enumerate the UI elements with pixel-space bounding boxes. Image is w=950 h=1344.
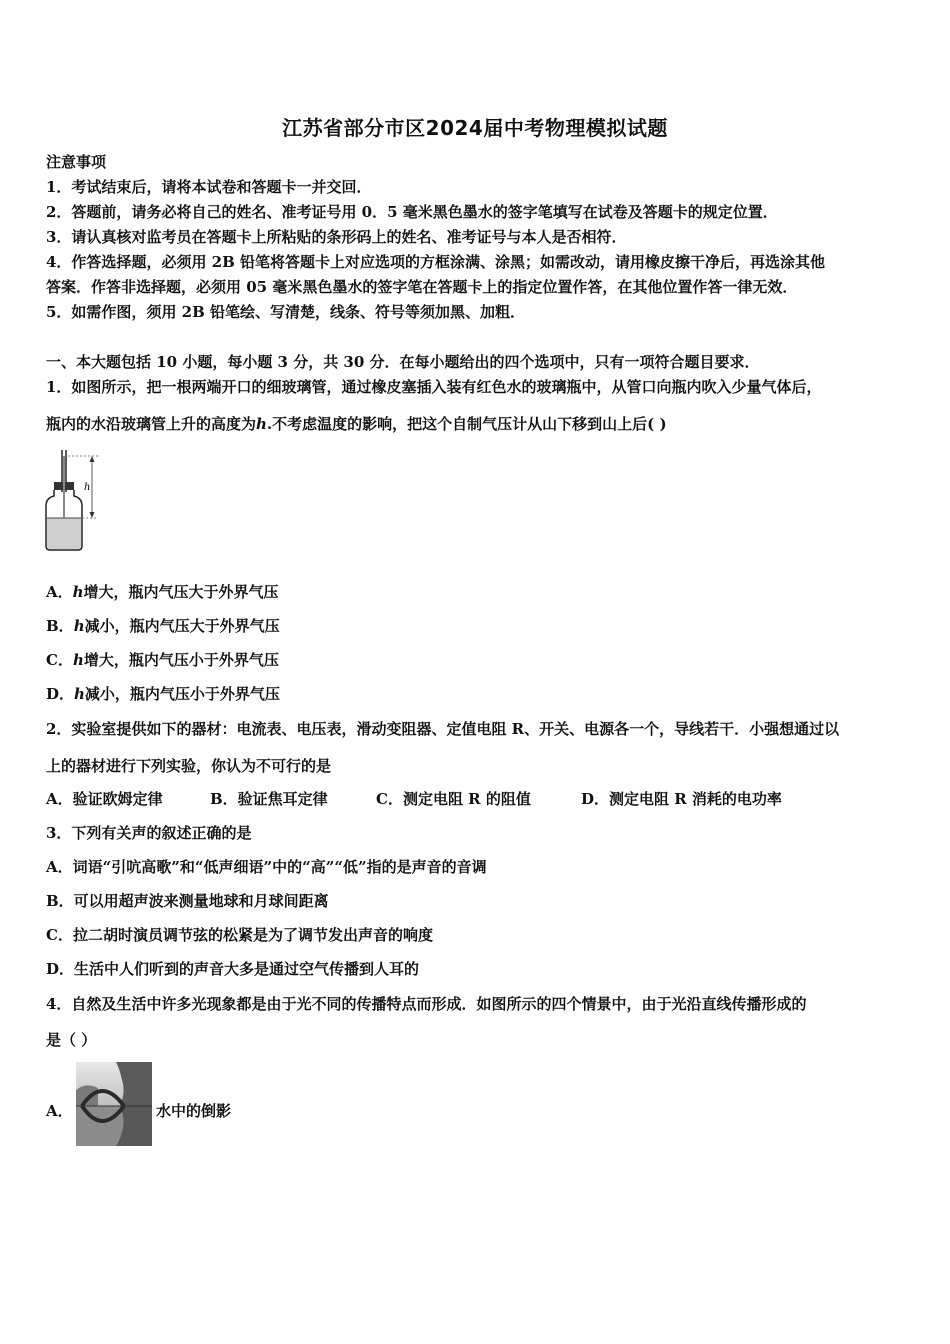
q3-stem: 3．下列有关声的叙述正确的是	[46, 824, 252, 842]
q2-stem-line2: 上的器材进行下列实验，你认为不可行的是	[46, 757, 332, 775]
q3-option-c: C．拉二胡时演员调节弦的松紧是为了调节发出声音的响度	[46, 926, 433, 944]
notice-item-3: 3．请认真核对监考员在答题卡上所粘贴的条形码上的姓名、准考证号与本人是否相符．	[46, 228, 627, 246]
q1-stem-line1: 1．如图所示，把一根两端开口的细玻璃管，通过橡皮塞插入装有红色水的玻璃瓶中，从管口向瓶内吹入少量气体后，	[46, 378, 822, 396]
barometer-figure	[40, 446, 104, 552]
q4-stem-line1: 4．自然及生活中许多光现象都是由于光不同的传播特点而形成．如图所示的四个情景中，由于光沿直线传播形成的	[46, 995, 807, 1013]
q3-option-a: A．词语“引吭高歌”和“低声细语”中的“高”“低”指的是声音的音调	[46, 858, 487, 876]
q1-option-a: A．h增大，瓶内气压大于外界气压	[46, 583, 279, 601]
notice-item-2: 2．答题前，请务必将自己的姓名、准考证号用 0．5 毫米黑色墨水的签字笔填写在试卷及答题卡的规定位置．	[46, 203, 778, 221]
q2-option-a: A．验证欧姆定律	[46, 790, 163, 808]
q2-option-b: B．验证焦耳定律	[210, 790, 328, 808]
q2-options	[46, 789, 906, 809]
q4-option-a-text: 水中的倒影	[156, 1102, 232, 1120]
notice-item-4: 4．作答选择题，必须用 2B 铅笔将答题卡上对应选项的方框涂满、涂黑；如需改动，请用橡皮擦干净后，再选涂其他	[46, 253, 826, 271]
q4-stem-line2: 是（ ）	[46, 1031, 97, 1049]
notice-item-4-cont: 答案．作答非选择题，必须用 05 毫米黑色墨水的签字笔在答题卡上的指定位置作答，在其他位置作答一律无效．	[46, 278, 798, 296]
q3-option-d: D．生活中人们听到的声音大多是通过空气传播到人耳的	[46, 960, 420, 978]
notice-item-1: 1．考试结束后，请将本试卷和答题卡一并交回．	[46, 178, 372, 196]
q1-stem-line2: 瓶内的水沿玻璃管上升的高度为h.不考虑温度的影响，把这个自制气压计从山下移到山上后( )	[46, 415, 667, 433]
section-heading: 一、本大题包括 10 小题，每小题 3 分，共 30 分．在每小题给出的四个选项中，只有一项符合题目要求．	[46, 353, 760, 371]
q1-option-b: B．h减小，瓶内气压大于外界气压	[46, 617, 280, 635]
q2-option-c: C．测定电阻 R 的阻值	[376, 790, 531, 808]
q1-option-d: D．h减小，瓶内气压小于外界气压	[46, 685, 280, 703]
page-title: 江苏省部分市区2024届中考物理模拟试题	[282, 116, 668, 140]
notice-heading: 注意事项	[46, 153, 107, 171]
reflection-photo	[76, 1062, 152, 1146]
q3-option-b: B．可以用超声波来测量地球和月球间距离	[46, 892, 329, 910]
q1-option-c: C．h增大，瓶内气压小于外界气压	[46, 651, 279, 669]
notice-item-5: 5．如需作图，须用 2B 铅笔绘、写清楚，线条、符号等须加黑、加粗．	[46, 303, 525, 321]
q2-stem-line1: 2．实验室提供如下的器材：电流表、电压表，滑动变阻器、定值电阻 R、开关、电源各一个，导线若干．小强想通过以	[46, 720, 840, 738]
q2-option-d: D．测定电阻 R 消耗的电功率	[581, 790, 782, 808]
fig-h-label: h	[84, 482, 91, 493]
q4-option-a-label: A．	[46, 1102, 73, 1120]
